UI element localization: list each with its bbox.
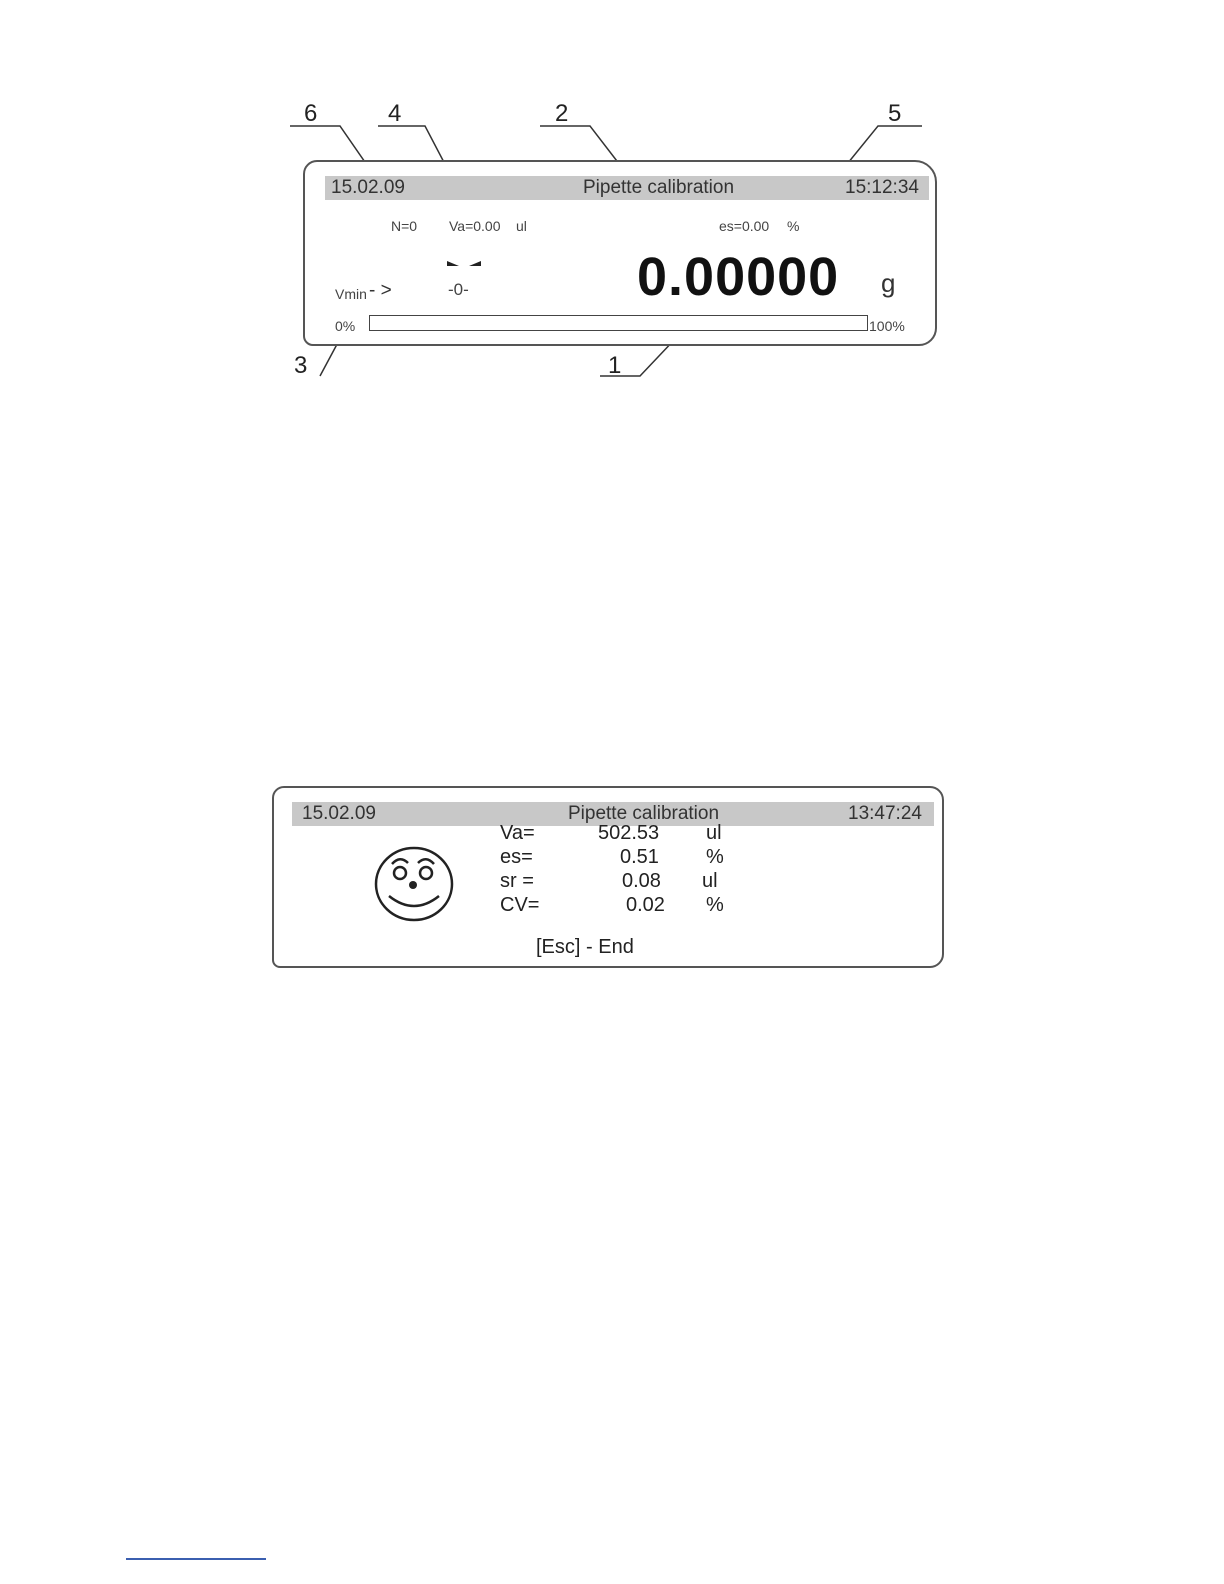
zero-indicator: -0- [448,280,469,299]
footnote-rule [126,1558,266,1560]
result-row [500,846,533,869]
progress-max-label: 100% [869,318,905,334]
result-label: Va= [500,822,535,844]
progress-bar [369,315,868,331]
progress-min-label: 0% [335,318,356,334]
result-unit: ul [702,870,718,892]
systematic-error-unit: % [787,218,800,234]
average-volume: Va=0.00 [449,218,501,234]
weight-reading: 0.00000 [637,247,840,307]
average-volume-unit: ul [516,218,527,234]
esc-end-hint: [Esc] - End [536,936,634,958]
title-bar-1 [325,176,929,200]
result-label: CV= [500,894,540,916]
result-unit: % [706,846,724,868]
sample-count: N=0 [391,218,418,234]
callout-5: 5 [888,100,902,127]
vmin-label: Vmin [335,286,367,302]
time-text: 15:12:34 [845,177,919,198]
result-row [500,822,535,845]
time-text: 13:47:24 [848,803,922,824]
smiley-icon [372,844,462,934]
callout-1: 1 [608,352,622,379]
systematic-error: es=0.00 [719,218,770,234]
result-label: es= [500,846,533,868]
weight-unit: g [881,268,896,298]
callout-6: 6 [304,100,318,127]
date-text: 15.02.09 [331,177,405,198]
stability-icon [445,258,505,272]
result-unit: % [706,894,724,916]
display-panel-1 [303,160,937,346]
result-value: 502.53 [598,822,660,844]
result-value: 0.02 [626,894,665,916]
screen-title: Pipette calibration [568,803,720,824]
screen-title: Pipette calibration [583,177,735,198]
result-row [500,870,534,893]
callout-4: 4 [388,100,402,127]
callout-3: 3 [294,352,308,379]
result-row [500,894,539,917]
callout-2: 2 [555,100,569,127]
result-value: 0.51 [620,846,659,868]
date-text: 15.02.09 [302,803,376,824]
display-panel-2 [272,786,944,968]
result-value: 0.08 [622,870,661,892]
result-unit: ul [706,822,722,844]
result-label: sr = [500,870,534,892]
vmin-arrow: - > [369,280,392,301]
